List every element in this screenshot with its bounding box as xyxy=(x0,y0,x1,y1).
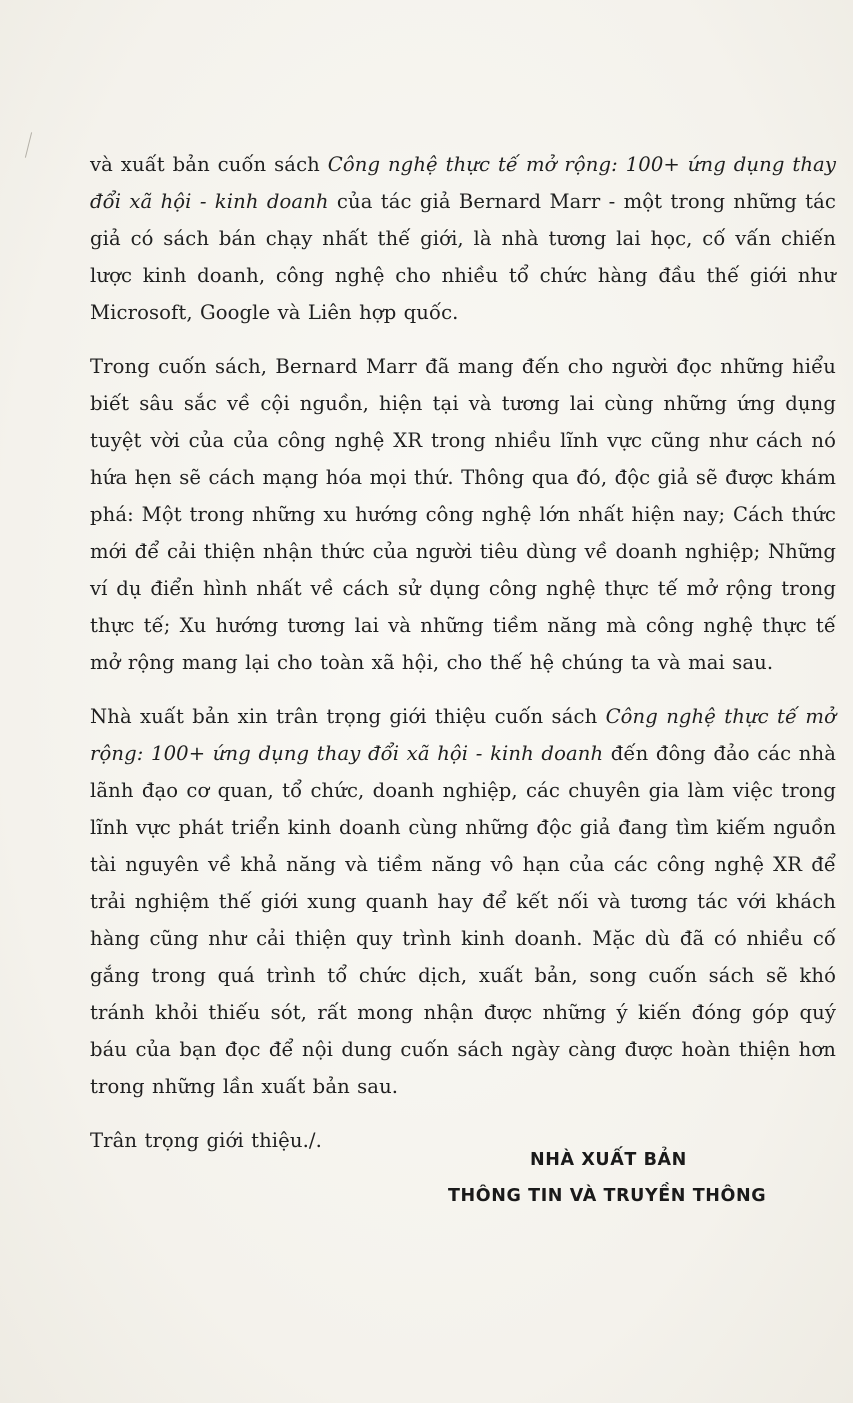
book-title-italic: Công nghệ thực tế mở rộng: 100+ ứng dụng thay đổi xã hội - kinh doanh xyxy=(90,705,836,765)
paragraph-3 xyxy=(90,698,836,1105)
page-edge-mark xyxy=(25,132,32,157)
p1-seg-2: của tác giả Bernard Marr - một trong những tác giả có sách bán chạy nhất thế giới, là nhà tương lai học, cố vấn chiến lược kinh doanh, công nghệ cho nhiều tổ chức hàng đầu thế giới như Microsoft, Google và Liên hợp quốc. xyxy=(90,190,836,324)
publisher-signature xyxy=(420,1142,820,1214)
publisher-line-2: THÔNG TIN VÀ TRUYỀN THÔNG xyxy=(448,1186,767,1206)
p3-seg-0: Nhà xuất bản xin trân trọng giới thiệu cuốn sách xyxy=(90,705,606,728)
paragraph-1 xyxy=(90,146,836,331)
p2-seg-0: Trong cuốn sách, Bernard Marr đã mang đến cho người đọc những hiểu biết sâu sắc về cội nguồn, hiện tại và tương lai cùng những ứng dụng tuyệt vời của của công nghệ XR trong nhiều lĩnh vực cũng như cách nó hứa hẹn sẽ cách mạng hóa mọi thứ. Thông qua đó, độc giả sẽ được khám phá: Một trong những xu hướng công nghệ lớn nhất hiện nay; Cách thức mới để cải thiện nhận thức của người tiêu dùng về doanh nghiệp; Những ví dụ điển hình nhất về cách sử dụng công nghệ thực tế mở rộng trong thực tế; Xu hướng tương lai và những tiềm năng mà công nghệ thực tế mở rộng mang lại cho toàn xã hội, cho thế hệ chúng ta và mai sau. xyxy=(90,355,836,674)
book-title-italic: Công nghệ thực tế mở rộng: 100+ ứng dụng thay đổi xã hội - kinh doanh xyxy=(90,153,836,213)
closing-line: Trân trọng giới thiệu./. xyxy=(90,1129,322,1152)
publisher-line-1: NHÀ XUẤT BẢN xyxy=(530,1150,687,1170)
paragraph-2 xyxy=(90,348,836,681)
p1-seg-0: và xuất bản cuốn sách xyxy=(90,153,328,176)
body-text xyxy=(90,146,836,1159)
p3-seg-2: đến đông đảo các nhà lãnh đạo cơ quan, tổ chức, doanh nghiệp, các chuyên gia làm việc trong lĩnh vực phát triển kinh doanh cùng những độc giả đang tìm kiếm nguồn tài nguyên về khả năng và tiềm năng vô hạn của các công nghệ XR để trải nghiệm thế giới xung quanh hay để kết nối và tương tác với khách hàng cũng như cải thiện quy trình kinh doanh. Mặc dù đã có nhiều cố gắng trong quá trình tổ chức dịch, xuất bản, song cuốn sách sẽ khó tránh khỏi thiếu sót, rất mong nhận được những ý kiến đóng góp quý báu của bạn đọc để nội dung cuốn sách ngày càng được hoàn thiện hơn trong những lần xuất bản sau. xyxy=(90,742,836,1098)
